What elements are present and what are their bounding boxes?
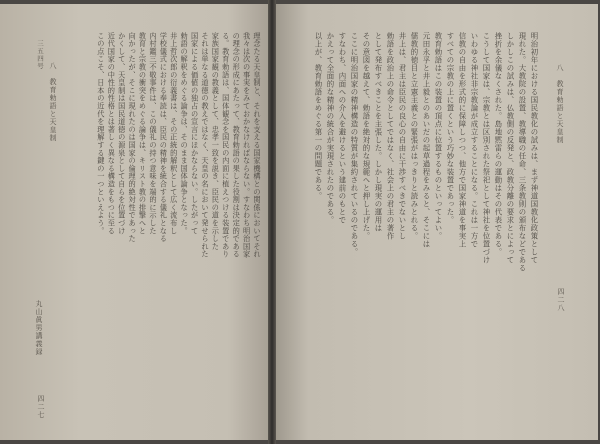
text-column: すべての宗教の上に置くという巧妙な装置であった。 [446,32,455,224]
text-column: 儒教的徳目と立憲主義との緊張がはっきりと読みとれる。 [410,32,419,240]
text-column: かえって全面的な精神の統合が実現されたのである。 [326,32,335,224]
right-running-header: 八 教育勅語と天皇制 [556,64,564,144]
text-column: る。教育勅語は、国体観念を国民の内面に植えつける装置であり [221,32,231,259]
text-column: 家族国家観の教義として、忠孝一致を説き、臣民の道を示した [211,32,221,251]
text-column: 元田永孚と井上毅とのあいだの起草過程をみると、そこには [422,32,431,248]
text-column: 国家による価値の独占の宣言にほかならない。したがって [190,32,200,235]
text-column: 井上は、君主は臣民の良心の自由に干渉すべきでないとし [398,32,407,240]
left-footer-title: 丸山眞男講義録 [35,300,43,356]
text-column: 現れた。大教院の設置、教導職の任命、三条教則の頒布などである [518,32,527,272]
right-body-text [290,32,540,404]
text-column: それは単なる道徳の教えではなく、天皇の名において発せられた [200,32,210,259]
text-column: 近代国家の中性的性格とは著しく異なる構造をもつに至る [107,32,117,235]
text-column: 以上が、教育勅語をめぐる第一の問題である。 [314,32,323,200]
text-column: 井上哲次郎の衍義書は、その正統的解釈として広く流布し [169,32,179,235]
text-column: かくして、天皇制は国民道徳の源泉として自らを位置づけ [117,32,127,235]
text-column: として発布すべきことを主張した。しかし現実の運用は [374,32,383,232]
text-column: 勅語の解釈をめぐる論争は、そのまま国体論争となった。 [180,32,190,235]
book-gutter [268,0,276,444]
text-column: 信教の自由を形式的に保障しつつ、他方で国家神道を事実上 [458,32,467,248]
left-running-header: 八 教育勅語と天皇制 [49,62,57,142]
text-column: 勅語を政治上の命令としてではなく、社会上の君主の著作 [386,32,395,240]
text-column: 挫折を余儀なくされた。島地黙雷らの運動はその代表である。 [494,32,503,256]
text-column: 我々は次の事実をみておかなければならない。すなわち明治国家 [242,32,252,259]
text-column: この点こそ、日本の近代を理解する鍵の一つといえよう。 [96,32,106,235]
text-column: しかしこの試みは、仏教側の反発と、政教分離の要求とによって [506,32,515,264]
left-running-sub: 三五四号 [36,40,44,70]
text-column: 明治初年における国民教化の試みは、まず神道国教化政策として [530,32,539,264]
text-column: その意図を越えて、勅語を絶対的な規範へと押し上げた。 [362,32,371,240]
text-column: ここに明治国家の精神構造の特質が集約されているのである。 [350,32,359,256]
text-column: 学校儀式における奉読は、臣民の精神を統合する儀礼となる [159,32,169,243]
text-column: すなわち、内面への介入を避けるという建前のもとで [338,32,347,224]
text-column: 内村鑑三不敬事件は、この儀礼の持つ意味を端的に示した [148,32,158,235]
text-column: 理念たる天皇制と、それを支える国家機構との関係においてそれ [253,32,262,259]
text-column: 教育と宗教の衝突をめぐる論争は、キリスト教の排撃へと [138,32,148,235]
text-column: こうして国家は、宗教とは区別された祭祀として神社を位置づけ [482,32,491,264]
text-column: 教育勅語はこの装置の頂点に位置するものといってよい。 [434,32,443,240]
left-body-text [62,32,262,404]
text-column: の理念の形成にあたって、教育勅語の果した役割は決定的である [232,32,242,259]
text-column: 向かったが、そこに現れたのは国家の倫理的絶対性であった [128,32,138,243]
right-page-number: 四二八 [557,288,565,312]
left-page-number: 四二七 [37,395,45,419]
text-column: いわゆる神社非宗教論が成立することになる。これは一方で [470,32,479,248]
